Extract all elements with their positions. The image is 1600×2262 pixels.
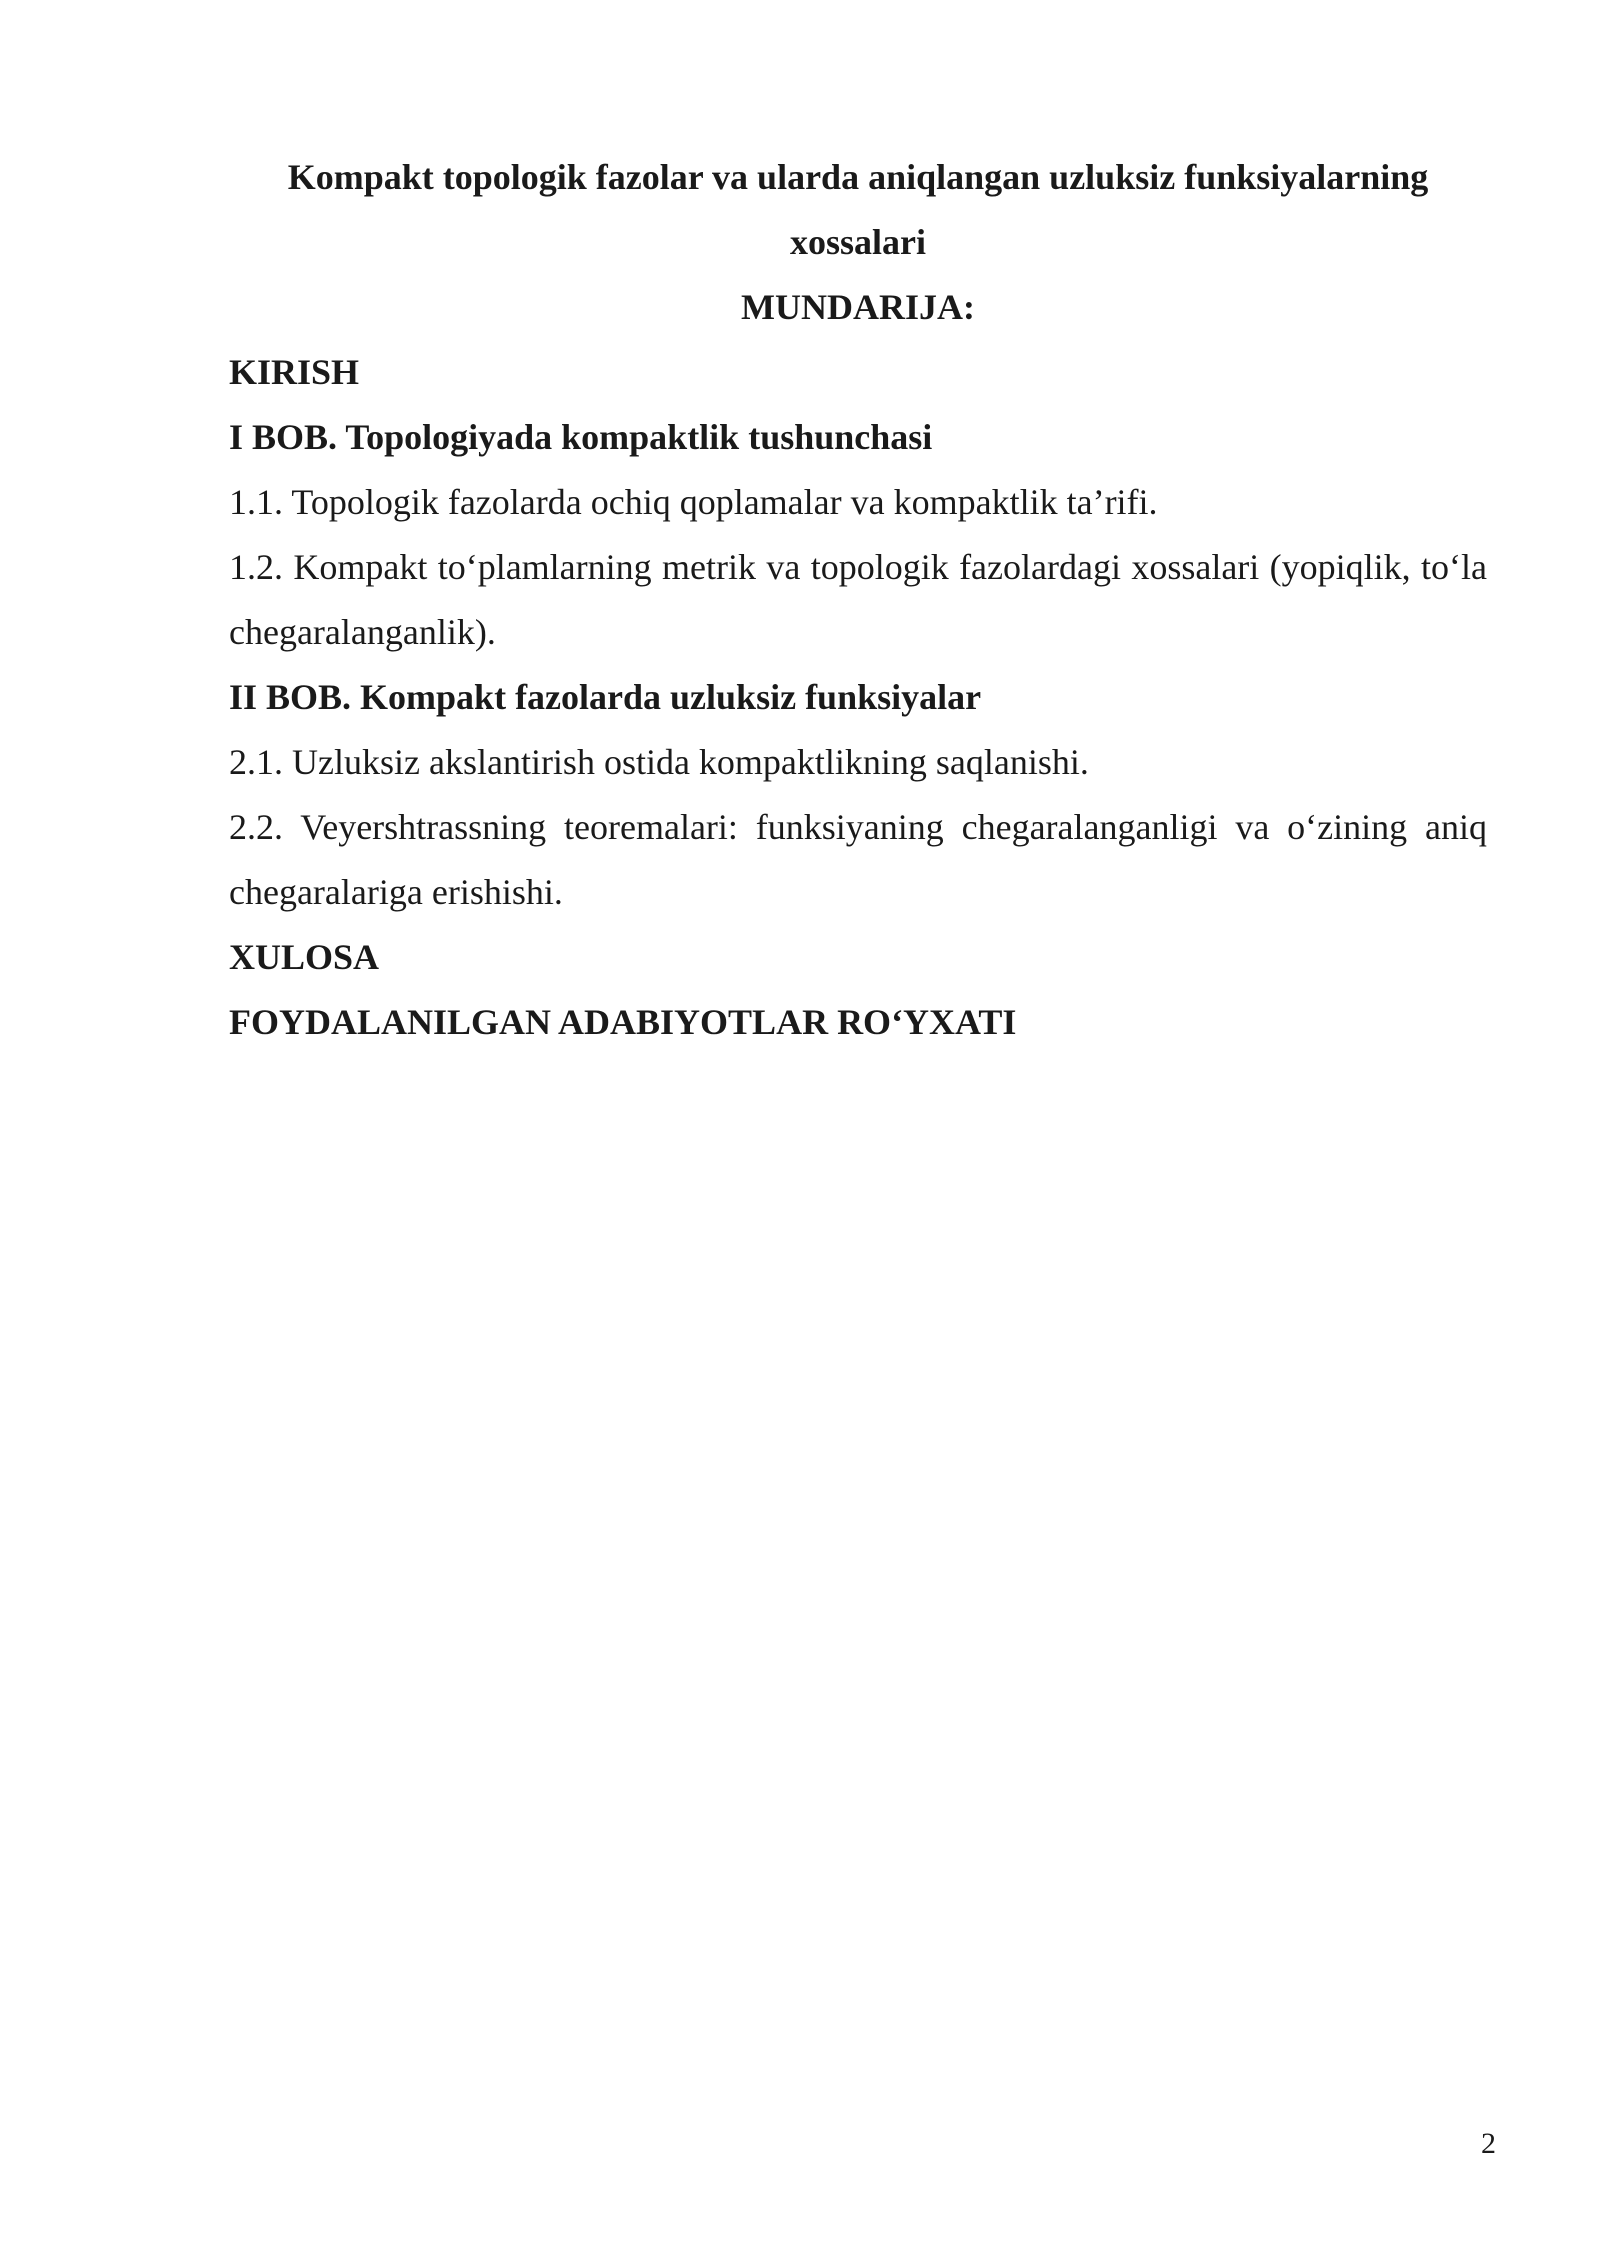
toc-entry-introduction: KIRISH (229, 352, 360, 392)
document-title: Kompakt topologik fazolar va ularda aniqlangan uzluksiz funksiyalarning xossalari (287, 157, 1429, 262)
toc-entry-section-2-1: 2.1. Uzluksiz akslantirish ostida kompaktlikning saqlanishi. (229, 742, 1089, 782)
toc-entry-chapter-1: I BOB. Topologiyada kompaktlik tushunchasi (229, 417, 933, 457)
toc-entry-chapter-2: II BOB. Kompakt fazolarda uzluksiz funksiyalar (229, 677, 982, 717)
toc-entry-section-2-2: 2.2. Veyershtrassning teoremalari: funksiyaning chegaralanganligi va o‘zining aniq chegaralariga erishishi. (229, 807, 1487, 912)
page-content (229, 145, 1487, 1055)
toc-entry-conclusion: XULOSA (229, 937, 380, 977)
page-number: 2 (1481, 2127, 1496, 2160)
toc-entry-section-1-1: 1.1. Topologik fazolarda ochiq qoplamalar va kompaktlik ta’rifi. (229, 482, 1158, 522)
toc-entry-bibliography: FOYDALANILGAN ADABIYOTLAR RO‘YXATI (229, 1002, 1017, 1042)
toc-entry-section-1-2: 1.2. Kompakt to‘plamlarning metrik va topologik fazolardagi xossalari (yopiqlik, to‘la chegaralanganlik). (229, 547, 1487, 652)
toc-heading: MUNDARIJA: (741, 287, 975, 327)
